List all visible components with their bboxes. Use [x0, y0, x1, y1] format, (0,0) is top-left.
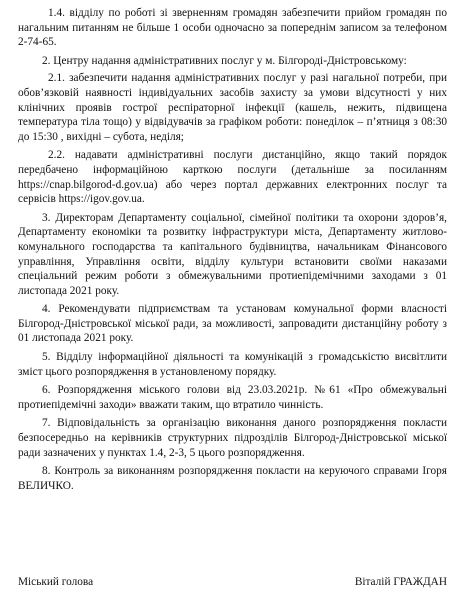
- paragraph-2-2: 2.2. надавати адміністративні послуги дистанційно, якщо такий порядок передбачено інформаційною карткою послуги (детальніше за посиланням https://cnap.bilgorod-d.gov.ua) або через портал державних електронних послуг та сервісів https://igov.gov.ua.: [18, 149, 447, 206]
- paragraph-3: 3. Директорам Департаменту соціальної, сімейної політики та охорони здоров’я, Департаменту економіки та розвитку інфраструктури міста, Департаменту житлово-комунального господарства та капітального будівництва, начальникам Фінансового управління, Управління освіти, відділу культури встановити своїми наказами спеціальний режим роботи з обмежувальними протиепідемічними заходами з 01 листопада 2021 року.: [18, 211, 447, 297]
- signature-block: [18, 575, 447, 589]
- paragraph-1-4: 1.4. відділу по роботі зі зверненням громадян забезпечити прийом громадян по нагальним питанням не більше 1 особи одночасно за попереднім записом за телефоном 2-74-65.: [18, 7, 447, 49]
- signature-name: Віталій ГРАЖДАН: [354, 576, 447, 588]
- paragraph-6: 6. Розпорядження міського голови від 23.03.2021р. №61 «Про обмежувальні протиепідемічні заходи» вважати таким, що втратило чинність.: [18, 384, 447, 411]
- paragraph-2-1: 2.1. забезпечити надання адміністративних послуг у разі нагальної потреби, при обов’язковій наявності індивідуальних засобів захисту за умови відсутності у них клінічних проявів гострої респіраторної інфекції (кашель, нежить, підвищена температура тіла тощо) у відвідувачів за графіком роботи: понеділок – п’ятниця з 08:30 до 15:30 , вихідні – субота, неділя;: [18, 72, 447, 143]
- signature-position: Міський голова: [18, 576, 94, 588]
- paragraph-4: 4. Рекомендувати підприємствам та установам комунальної форми власності Білгород-Дністровської міської ради, за можливості, запровадити дистанційну роботу з 01 листопада 2021 року.: [18, 303, 447, 345]
- paragraph-2: 2. Центру надання адміністративних послуг у м. Білгороді-Дністровському:: [42, 54, 407, 67]
- paragraph-8: 8. Контроль за виконанням розпорядження покласти на керуючого справами Ігоря ВЕЛИЧКО.: [18, 465, 447, 492]
- paragraph-7: 7. Відповідальність за організацію виконання даного розпорядження покласти безпосередньо на керівників структурних підрозділів Білгород-Дністровської міської ради зазначених у пунктах 1.4, 2-3, 5 цього розпорядження.: [18, 417, 447, 459]
- paragraph-5: 5. Відділу інформаційної діяльності та комунікацій з громадськістю висвітлити зміст цього розпорядження в установленому порядку.: [18, 351, 447, 378]
